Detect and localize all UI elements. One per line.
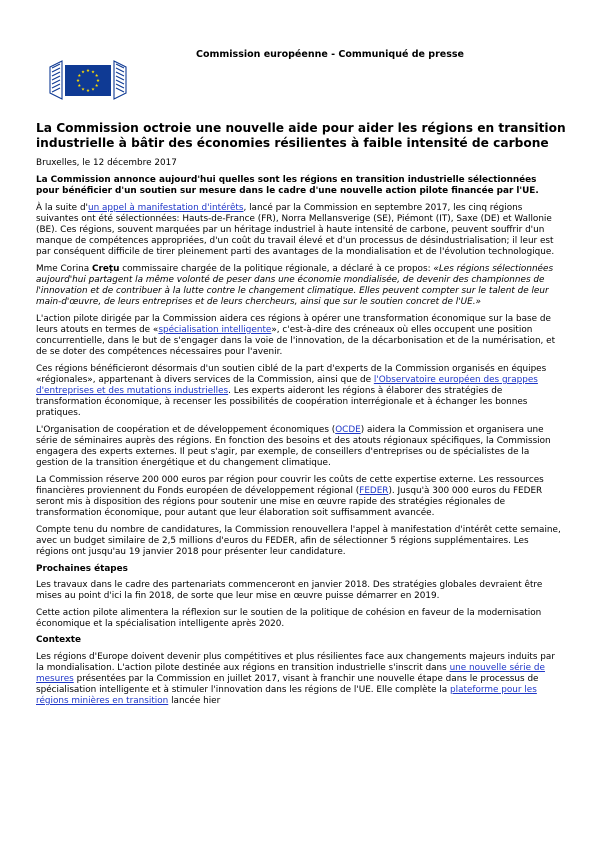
text: ). Jusqu'à 300 000 euros du FEDER seront mis à disposition des régions pour soutenir une mise en œuvre rapide des stratégies régionales de transformation économique, pour autant que leur élaboration soit suffisamment avancée. [36,486,543,519]
quote: «Les régions sélectionnées aujourd'hui partagent la même volonté de peser dans une économie mondialisée, de devenir des championnes de l'innovation et de contribuer à la lutte contre le changement climatique. Elles peuvent compter sur le talent de leur main-d'œuvre, de leurs entreprises et de leurs chercheurs, ainsi que sur le soutien concret de l'UE.» [36,263,554,308]
paragraph [36,475,562,519]
cluster-observatory-link[interactable]: l'Observatoire européen des grappes d'entreprises et des mutations industrielles [36,374,538,397]
eu-flag-icon [48,59,128,101]
press-release-header: Commission européenne - Communiqué de presse [196,49,464,60]
paragraph [36,364,562,419]
new-measures-link[interactable]: une nouvelle série de mesures [36,662,545,684]
european-commission-logo [48,59,128,101]
ocde-link[interactable]: OCDE [335,424,361,435]
section-heading-context: Contexte [36,635,82,646]
paragraph: Compte tenu du nombre de candidatures, la Commission renouvellera l'appel à manifestation d'intérêt cette semaine, avec un budget similaire de 2,5 millions d'euros du FEDER, afin de sélectionner 5 régions supplémentaires. Les régions ont jusqu'au 19 janvier 2018 pour présenter leur candidature. [36,524,561,558]
call-for-interest-link[interactable]: un appel à manifestation d'intérêts [87,202,244,213]
text: lancée hier [168,695,221,706]
paragraph: Cette action pilote alimentera la réflexion sur le soutien de la politique de cohésion en faveur de la modernisation économique et la spécialisation intelligente après 2020. [36,607,542,629]
text: L'action pilote dirigée par la Commission aidera ces régions à opérer une transformation économique sur la base de leurs atouts en termes de « [36,313,551,335]
smart-specialisation-link[interactable]: spécialisation intelligente [158,325,272,335]
text: Ces régions bénéficieront désormais d'un soutien ciblé de la part d'experts de la Commission organisés en équipes «régionales», appartenant à divers services de la Commission, ainsi que de [36,363,547,385]
text: L'Organisation de coopération et de développement économiques ( [36,424,336,435]
section-heading-next-steps: Prochaines étapes [36,563,128,574]
text: À la suite d' [36,202,88,213]
paragraph [36,425,562,469]
lead-paragraph: La Commission annonce aujourd'hui quelles sont les régions en transition industrielle sélectionnées pour bénéficier d'un soutien sur mesure dans le cadre d'une nouvelle action pilote financée par l'UE. [36,175,539,197]
text: présentées par la Commission en juillet 2017, visant à franchir une nouvelle étape dans le processus de spécialisation intelligente et à stimuler l'innovation dans les régions de l'UE. Elle complète la [36,673,539,695]
paragraph [36,264,562,308]
paragraph [36,203,562,258]
press-release-body [36,158,562,713]
text: ) aidera la Commission et organisera une série de séminaires auprès des régions. En fonction des besoins et des atouts régionaux spécifiques, la Commission engagera des experts externes. Il peut s'agir, par exemple, de conseillers d'entreprises ou de spécialistes de la gestion de la transition énergétique et du changement climatique. [36,424,551,469]
paragraph [36,652,562,707]
text: . Les experts aideront les régions à élaborer des stratégies de transformation économique, à recenser les possibilités de coopération interrégionale et à échanger les bonnes pratiques. [36,386,528,419]
text: La Commission réserve 200 000 euros par région pour couvrir les coûts de cette expertise externe. Les ressources financières proviennent du Fonds européen de développement régional ( [36,474,544,496]
mining-regions-platform-link[interactable]: plateforme pour les régions minières en transition [36,684,537,706]
commissioner-name: Crețu [92,263,120,274]
page-title: La Commission octroie une nouvelle aide pour aider les régions en transition industrielle à bâtir des économies résilientes à faible intensité de carbone [36,121,566,150]
text: Mme Corina [36,263,93,274]
text: Les régions d'Europe doivent devenir plus compétitives et plus résilientes face aux changements majeurs induits par la mondialisation. L'action pilote destinée aux régions en transition industrielle s'inscrit dans [36,651,555,673]
feder-link[interactable]: FEDER [359,486,389,496]
text: », c'est-à-dire des créneaux où elles occupent une position concurrentielle, dans le but de s'engager dans la voie de l'innovation, de la décarbonisation et de la numérisation, et de se doter des compétences nécessaires pour l'avenir. [36,325,556,358]
paragraph: Les travaux dans le cadre des partenariats commenceront en janvier 2018. Des stratégies globales devraient être mises au point d'ici la fin 2018, de sorte que leur mise en œuvre puisse démarrer en 2019. [36,579,543,601]
text: commissaire chargée de la politique régionale, a déclaré à ce propos: [119,263,434,274]
dateline: Bruxelles, le 12 décembre 2017 [36,158,177,168]
text: , lancé par la Commission en septembre 2017, les cinq régions suivantes ont été sélectionnées: Hauts-de-France (FR), Norra Mellansverige (SE), Piémont (IT), Saxe (DE) et Wallonie (BE). Ces régions, souvent marquées par un héritage industriel à haute intensité de carbone, peuvent souffrir d'un manque de compétences appropriées, d'un coût du travail élevé et d'un processus de désindustrialisation; il leur est par conséquent difficile de tirer pleinement parti des avantages de la mondialisation et de l'évolution technologique. [36,202,555,258]
paragraph [36,314,562,358]
